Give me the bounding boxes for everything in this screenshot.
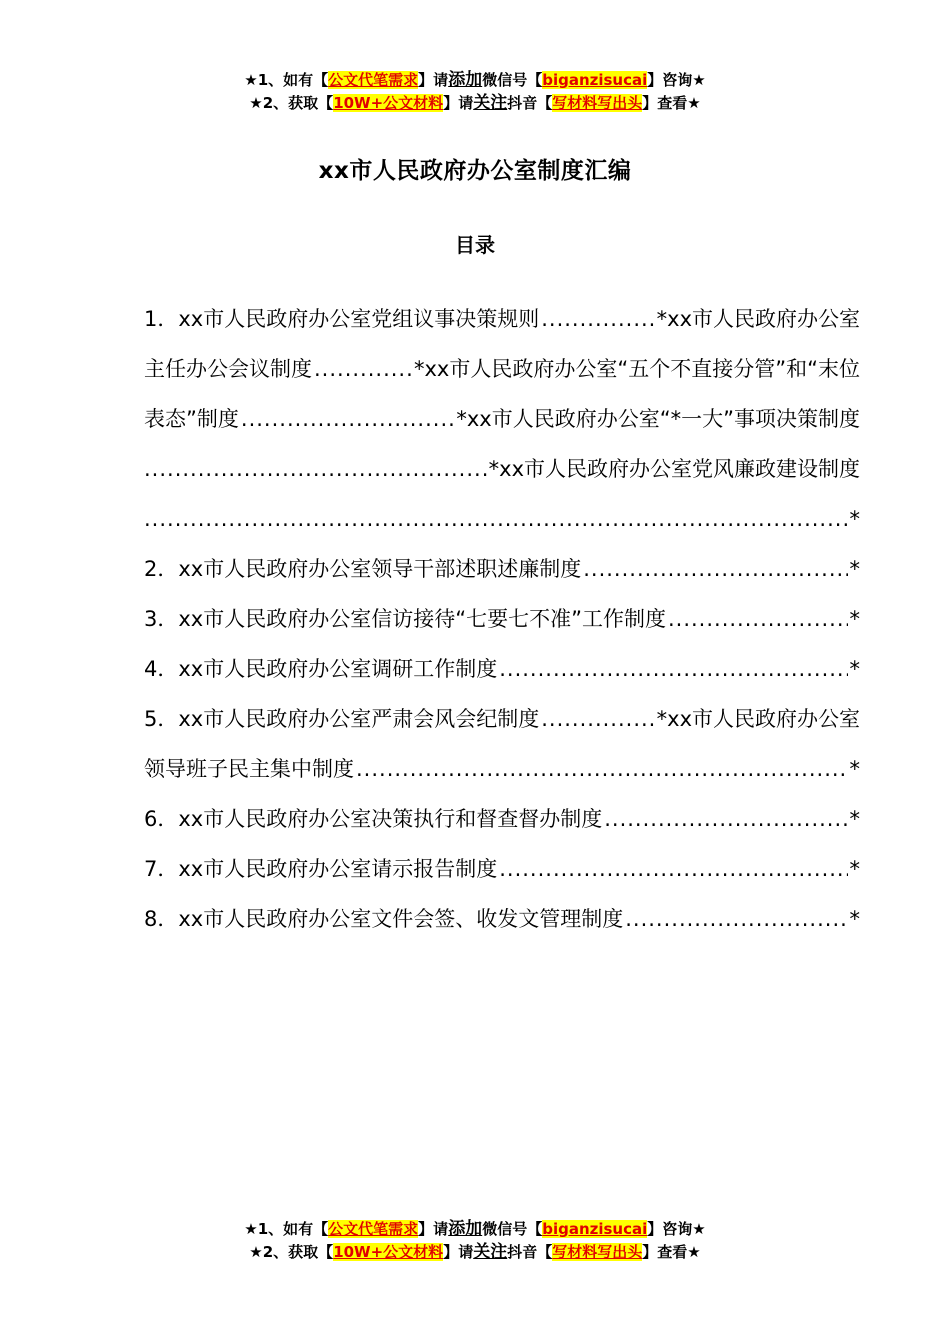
banner-highlight: 公文代笔需求 [328,71,419,89]
toc-entry: 6．xx市人民政府办公室决策执行和督查督办制度 [144,807,603,831]
banner-line-1 [0,1218,950,1241]
toc-entry: 4．xx市人民政府办公室调研工作制度 [144,657,498,681]
banner-emphasis: 关注 [473,1242,508,1262]
banner-line-2 [0,92,950,115]
toc-leader [604,794,847,844]
toc-leader [144,444,487,494]
banner-wechat-id: biganzisucai [542,1220,648,1238]
banner-text: 】请 [443,1243,474,1261]
toc-line [144,694,860,744]
toc-line [144,294,860,344]
toc-page-number: * [849,607,860,631]
toc-entry: 领导班子民主集中制度 [144,757,354,781]
toc-entry: *xx市人民政府办公室 [656,307,860,331]
banner-highlight: 10W+公文材料 [333,1243,444,1261]
banner-text: 微信号【 [482,1220,543,1238]
toc-page-number: * [849,907,860,931]
toc-entry: 5．xx市人民政府办公室严肃会风会纪制度 [144,707,540,731]
toc-line [144,644,860,694]
banner-text: 】请 [443,94,474,112]
banner-line-2 [0,1241,950,1264]
toc-line [144,594,860,644]
document-title: xx市人民政府办公室制度汇编 [318,158,632,184]
toc-leader [356,744,848,794]
toc-entry: *xx市人民政府办公室 [656,707,860,731]
banner-text: 】请 [418,1220,449,1238]
toc-line [144,844,860,894]
banner-text: ★2、获取【 [249,94,334,112]
banner-emphasis: 关注 [473,93,508,113]
banner-text: 抖音【 [507,94,553,112]
toc-heading: 目录 [455,233,495,257]
toc-entry: *xx市人民政府办公室“*一大”事项决策制度 [456,407,860,431]
toc-line [144,744,860,794]
toc-page-number: * [849,657,860,681]
toc-leader [499,644,847,694]
banner-douyin-id: 写材料写出头 [552,94,643,112]
banner-text: 】查看★ [642,94,701,112]
toc-leader [541,294,654,344]
toc-leader [625,894,847,944]
banner-highlight: 10W+公文材料 [333,94,444,112]
footer-banner [0,1218,950,1264]
toc-entry: 3．xx市人民政府办公室信访接待“七要七不准”工作制度 [144,607,666,631]
banner-text: 】请 [418,71,449,89]
toc-entry: 7．xx市人民政府办公室请示报告制度 [144,857,498,881]
toc-line [144,794,860,844]
toc-entry: 2．xx市人民政府办公室领导干部述职述廉制度 [144,557,582,581]
toc-entry: 主任办公会议制度 [144,357,312,381]
toc-line [144,394,860,444]
toc-line [144,894,860,944]
banner-text: ★1、如有【 [244,1220,329,1238]
toc-leader [241,394,454,444]
toc-page-number: * [849,557,860,581]
banner-text: ★1、如有【 [244,71,329,89]
banner-text: 抖音【 [507,1243,553,1261]
toc-page-number: * [849,757,860,781]
toc-entry: *xx市人民政府办公室“五个不直接分管”和“末位 [414,357,860,381]
banner-highlight: 公文代笔需求 [328,1220,419,1238]
toc-entry: 表态”制度 [144,407,239,431]
banner-text: 】咨询★ [647,71,706,89]
toc-page-number: * [849,807,860,831]
toc-page-number: * [849,507,860,531]
toc-leader [314,344,412,394]
toc-line [144,494,860,544]
toc-page-number: * [849,857,860,881]
banner-emphasis: 添加 [448,1219,483,1239]
toc-entry: 1．xx市人民政府办公室党组议事决策规则 [144,307,540,331]
toc-entry: 8．xx市人民政府办公室文件会签、收发文管理制度 [144,907,624,931]
banner-wechat-id: biganzisucai [542,71,648,89]
banner-text: 】查看★ [642,1243,701,1261]
banner-text: 】咨询★ [647,1220,706,1238]
banner-line-1 [0,69,950,92]
toc-leader [583,544,847,594]
banner-emphasis: 添加 [448,70,483,90]
toc-leader [541,694,654,744]
banner-text: ★2、获取【 [249,1243,334,1261]
banner-text: 微信号【 [482,71,543,89]
table-of-contents [144,294,860,944]
toc-line [144,344,860,394]
toc-leader [668,594,848,644]
toc-entry: *xx市人民政府办公室党风廉政建设制度 [488,457,860,481]
toc-line [144,544,860,594]
banner-douyin-id: 写材料写出头 [552,1243,643,1261]
header-banner [0,69,950,115]
toc-line [144,444,860,494]
toc-leader [144,494,848,544]
toc-leader [499,844,847,894]
